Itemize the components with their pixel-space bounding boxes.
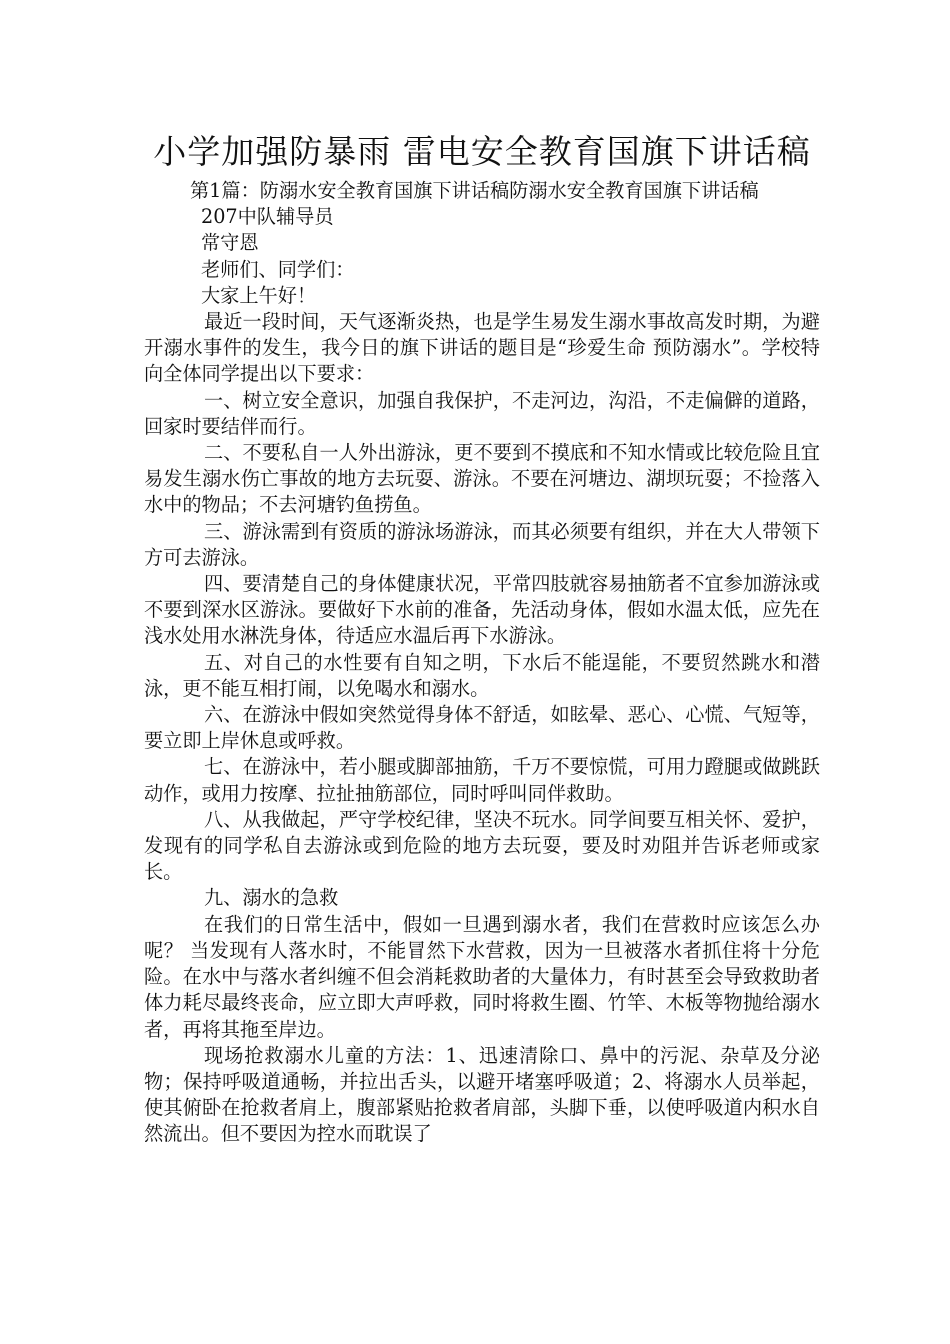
paragraph-rule-1: 一、树立安全意识，加强自我保护，不走河边，沟沿，不走偏僻的道路，回家时要结伴而行。 — [144, 388, 820, 438]
paragraph-rule-5: 五、对自己的水性要有自知之明，下水后不能逞能，不要贸然跳水和潜泳，更不能互相打闹，以免喝水和溺水。 — [144, 650, 820, 700]
document-page — [144, 128, 820, 1148]
paragraph-intro: 最近一段时间，天气逐渐炎热，也是学生易发生溺水事故高发时期，为避开溺水事件的发生，我今日的旗下讲话的题目是“珍爱生命 预防溺水”。学校特向全体同学提出以下要求： — [144, 310, 820, 386]
paragraph-salutation: 老师们、同学们： — [201, 257, 355, 281]
document-body — [144, 178, 820, 1148]
paragraph-greeting: 大家上午好！ — [201, 283, 317, 307]
paragraph-article-heading: 第1篇：防溺水安全教育国旗下讲话稿防溺水安全教育国旗下讲话稿 — [190, 179, 759, 202]
paragraph-speaker-unit: 207中队辅导员 — [201, 205, 334, 229]
document-title: 小学加强防暴雨 雷电安全教育国旗下讲话稿 — [153, 132, 811, 171]
paragraph-rule-8: 八、从我做起，严守学校纪律，坚决不玩水。同学间要互相关怀、爱护，发现有的同学私自去游泳或到危险的地方去玩耍，要及时劝阻并告诉老师或家长。 — [144, 807, 820, 884]
paragraph-rule-2: 二、不要私自一人外出游泳，更不要到不摸底和不知水情或比较危险且宜易发生溺水伤亡事故的地方去玩耍、游泳。不要在河塘边、湖坝玩耍；不捡落入水中的物品；不去河塘钓鱼捞鱼。 — [144, 441, 820, 517]
paragraph-rule-7: 七、在游泳中，若小腿或脚部抽筋，千万不要惊慌，可用力蹬腿或做跳跃动作，或用力按摩、拉扯抽筋部位，同时呼叫同伴救助。 — [144, 755, 820, 805]
paragraph-rescue: 在我们的日常生活中，假如一旦遇到溺水者，我们在营救时应该怎么办呢？ 当发现有人落水时，不能冒然下水营救，因为一旦被落水者抓住将十分危险。在水中与落水者纠缠不但会消耗救助者的大量体力，有时甚至会导致救助者体力耗尽最终丧命，应立即大声呼救，同时将救生圈、竹竿、木板等物抛给溺水者，再将其拖至岸边。 — [144, 912, 820, 1041]
paragraph-rule-3: 三、游泳需到有资质的游泳场游泳，而其必须要有组织，并在大人带领下方可去游泳。 — [144, 519, 820, 569]
paragraph-rule-9-heading: 九、溺水的急救 — [204, 886, 339, 910]
paragraph-first-aid: 现场抢救溺水儿童的方法：1、迅速清除口、鼻中的污泥、杂草及分泌物；保持呼吸道通畅，并拉出舌头，以避开堵塞呼吸道；2、将溺水人员举起，使其俯卧在抢救者肩上，腹部紧贴抢救者肩部，头脚下垂，以使呼吸道内积水自然流出。但不要因为控水而耽误了 — [144, 1043, 820, 1146]
paragraph-speaker-name: 常守恩 — [201, 231, 259, 255]
paragraph-rule-6: 六、在游泳中假如突然觉得身体不舒适，如眩晕、恶心、心慌、气短等，要立即上岸休息或呼救。 — [144, 703, 820, 753]
paragraph-rule-4: 四、要清楚自己的身体健康状况，平常四肢就容易抽筋者不宜参加游泳或不要到深水区游泳。要做好下水前的准备，先活动身体，假如水温太低，应先在浅水处用水淋洗身体，待适应水温后再下水游泳。 — [144, 572, 820, 648]
